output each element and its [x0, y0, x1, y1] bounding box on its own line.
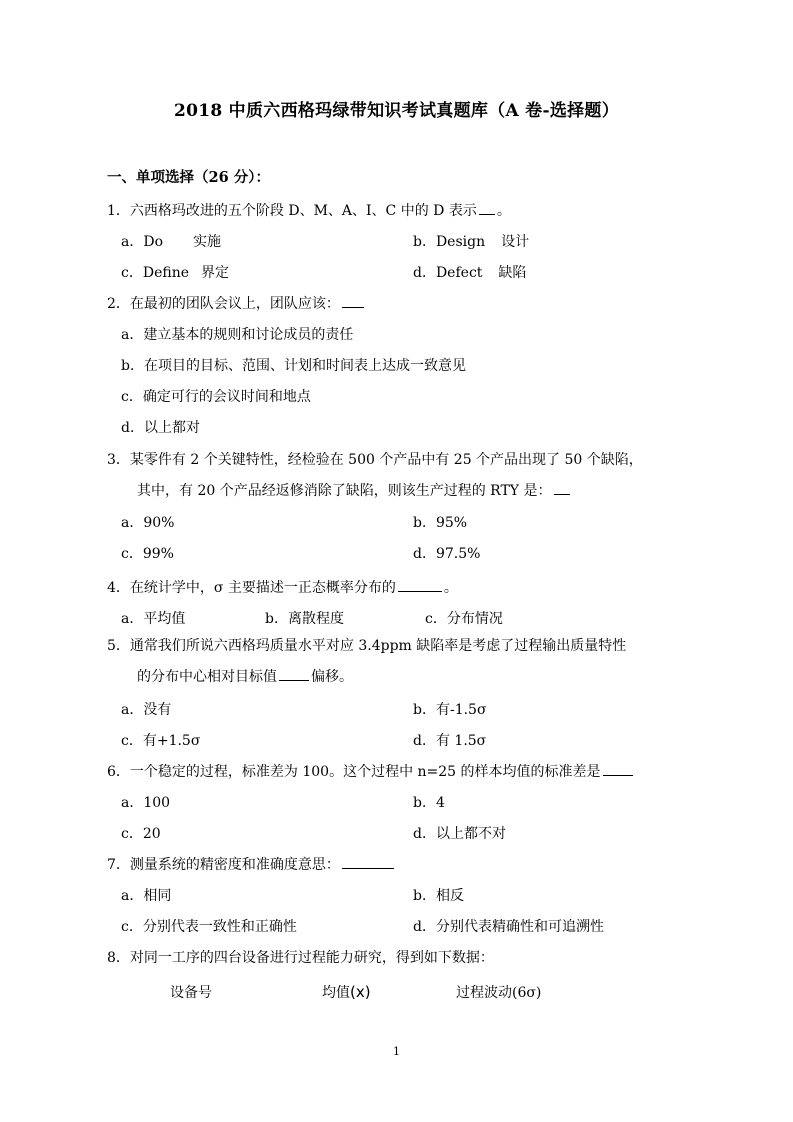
question-5-text2: 的分布中心相对目标值 [137, 669, 277, 685]
answer-blank [342, 854, 394, 869]
option-6c: c．20 [121, 826, 161, 842]
question-7 [107, 854, 396, 874]
x-bar-symbol: (x) [350, 983, 371, 1001]
question-1-text: 1．六西格玛改进的五个阶段 D、M、A、I、C 中的 D 表示 [107, 203, 477, 219]
option-2b: b．在项目的目标、范围、计划和时间表上达成一致意见 [121, 358, 466, 374]
option-2c: c．确定可行的会议时间和地点 [121, 389, 311, 405]
option-text: 设计 [501, 234, 530, 250]
option-label: b．Design [413, 234, 486, 250]
table-header-mean [322, 982, 371, 1002]
question-5-end: 偏移。 [311, 669, 353, 685]
option-7b: b．相反 [413, 888, 464, 904]
option-4b: b．离散程度 [265, 611, 344, 627]
option-3b: b．95% [413, 515, 468, 531]
page-number: 1 [393, 1045, 400, 1058]
option-text: 缺陷 [498, 265, 527, 281]
option-5c: c．有+1.5σ [121, 733, 201, 749]
question-8: 8．对同一工序的四台设备进行过程能力研究，得到如下数据： [107, 950, 494, 966]
section-heading: 一、单项选择（26 分）： [107, 169, 270, 186]
question-3-text2: 其中，有 20 个产品经返修消除了缺陷，则该生产过程的 RTY 是： [137, 483, 552, 499]
question-2-text: 2．在最初的团队会议上，团队应该： [107, 296, 340, 312]
answer-blank [342, 293, 364, 308]
option-5b: b．有-1.5σ [413, 702, 487, 718]
answer-blank [279, 666, 309, 681]
question-5-continued [137, 666, 353, 686]
question-7-text: 7．测量系统的精密度和准确度意思： [107, 857, 340, 873]
option-1d [413, 262, 526, 282]
question-5: 5．通常我们所说六西格玛质量水平对应 3.4ppm 缺陷率是考虑了过程输出质量特性 [107, 638, 627, 654]
table-header-device: 设备号 [170, 985, 212, 1001]
option-5d: d．有 1.5σ [413, 733, 487, 749]
option-text: 界定 [201, 265, 229, 281]
option-6b: b．4 [413, 795, 445, 811]
question-4-text: 4．在统计学中，σ 主要描述一正态概率分布的 [107, 580, 396, 596]
answer-blank [554, 480, 570, 495]
question-4-end: 。 [443, 580, 458, 596]
answer-blank [479, 200, 495, 215]
option-label: d．Defect [413, 265, 483, 281]
option-5a: a．没有 [121, 702, 172, 718]
option-4a: a．平均值 [121, 611, 186, 627]
option-4c: c．分布情况 [425, 611, 503, 627]
mean-label: 均值 [322, 985, 350, 1001]
answer-blank [603, 761, 633, 776]
option-3c: c．99% [121, 546, 174, 562]
option-2a: a．建立基本的规则和讨论成员的责任 [121, 327, 354, 343]
option-7c: c．分别代表一致性和正确性 [121, 919, 297, 935]
question-2 [107, 293, 366, 313]
option-label: c．Define [121, 265, 189, 281]
option-2d: d．以上都对 [121, 420, 200, 436]
question-6-text: 6．一个稳定的过程，标准差为 100。这个过程中 n=25 的样本均值的标准差是 [107, 764, 601, 780]
option-7a: a．相同 [121, 888, 172, 904]
question-1-end: 。 [496, 203, 511, 219]
question-1 [107, 200, 511, 220]
option-1c [121, 262, 229, 282]
option-label: a．Do [121, 234, 163, 250]
option-1a [121, 231, 221, 251]
option-text: 实施 [193, 234, 221, 250]
option-3d: d．97.5% [413, 546, 481, 562]
answer-blank [398, 577, 442, 592]
question-4 [107, 577, 458, 597]
option-1b [413, 231, 529, 251]
option-6d: d．以上都不对 [413, 826, 506, 842]
option-6a: a．100 [121, 795, 171, 811]
question-6 [107, 761, 635, 781]
option-3a: a．90% [121, 515, 175, 531]
page-title: 2018 中质六西格玛绿带知识考试真题库（A 卷-选择题） [173, 101, 620, 121]
table-header-variation: 过程波动(6σ) [456, 985, 542, 1001]
question-3-continued [137, 480, 572, 500]
question-3: 3．某零件有 2 个关键特性，经检验在 500 个产品中有 25 个产品出现了 50 个缺陷， [107, 452, 643, 468]
option-7d: d．分别代表精确性和可追溯性 [413, 919, 604, 935]
